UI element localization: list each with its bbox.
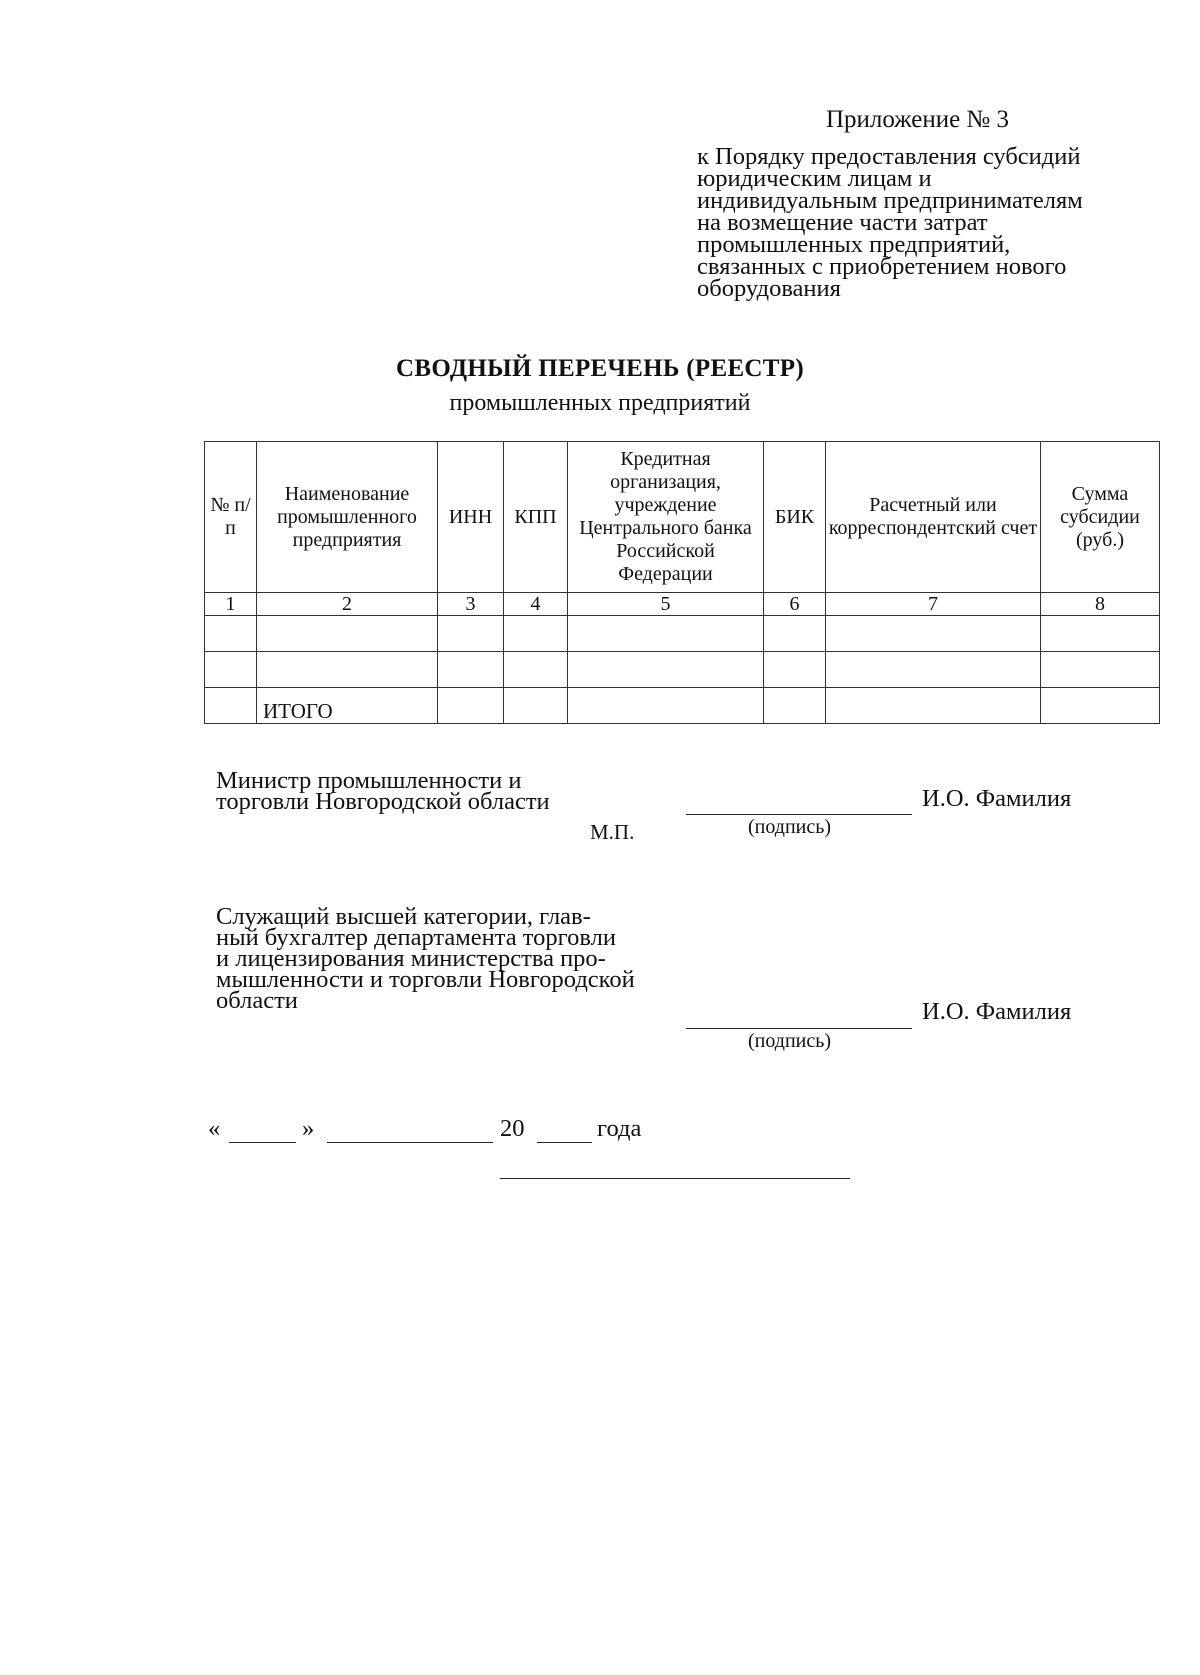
column-number: 8	[1041, 593, 1160, 616]
column-number: 3	[438, 593, 504, 616]
accountant-signature-line	[686, 1028, 912, 1029]
column-number: 1	[205, 593, 257, 616]
minister-position-line: Министр промышленности и	[216, 767, 522, 794]
table-cell	[205, 688, 257, 724]
date-month-blank	[327, 1142, 493, 1143]
appendix-line: промышленных предприятий,	[697, 231, 1011, 258]
table-cell	[568, 652, 764, 688]
table-row	[205, 616, 1160, 652]
header-inn: ИНН	[438, 442, 504, 593]
table-cell	[826, 616, 1041, 652]
accountant-position-line: Служащий высшей категории, глав-	[216, 903, 591, 930]
appendix-line: юридическим лицам и	[697, 165, 932, 192]
header-subsidy-sum: Сумма субсидии (руб.)	[1041, 442, 1160, 593]
accountant-position-line: и лицензирования министерства про-	[216, 945, 606, 972]
table-cell	[504, 688, 568, 724]
table-cell	[504, 616, 568, 652]
date-close-quote: »	[302, 1115, 315, 1142]
total-label: ИТОГО	[257, 688, 438, 724]
appendix-line: на возмещение части затрат	[697, 209, 988, 236]
column-number: 5	[568, 593, 764, 616]
appendix-line: индивидуальным предпринимателям	[697, 187, 1083, 214]
table-cell	[826, 688, 1041, 724]
appendix-line: связанных с приобретением нового	[697, 253, 1067, 280]
accountant-signature-caption: (подпись)	[748, 1030, 832, 1052]
document-title: СВОДНЫЙ ПЕРЕЧЕНЬ (РЕЕСТР)	[396, 355, 804, 382]
table-cell	[205, 652, 257, 688]
accountant-name: И.О. Фамилия	[922, 998, 1072, 1025]
date-year-suffix: года	[597, 1115, 642, 1142]
table-cell	[257, 652, 438, 688]
table-header-row	[205, 442, 1160, 593]
date-year-blank	[537, 1142, 592, 1143]
table-cell	[205, 616, 257, 652]
accountant-position-line: мышленности и торговли Новгородской	[216, 966, 635, 993]
table-cell	[764, 616, 826, 652]
registry-table	[204, 441, 1160, 724]
date-year-prefix: 20	[500, 1115, 525, 1142]
table-cell	[764, 688, 826, 724]
table-cell	[438, 688, 504, 724]
table-cell	[1041, 688, 1160, 724]
date-open-quote: «	[208, 1115, 221, 1142]
column-number: 2	[257, 593, 438, 616]
minister-position-line: торговли Новгородской области	[216, 788, 550, 815]
table-cell	[438, 616, 504, 652]
appendix-description	[697, 143, 1083, 302]
accountant-position	[216, 903, 635, 1014]
minister-name: И.О. Фамилия	[922, 785, 1072, 812]
bottom-rule	[500, 1178, 850, 1179]
date-day-blank	[229, 1142, 296, 1143]
header-number: № п/п	[205, 442, 257, 593]
header-credit-organization: Кредитная организация, учреждение Центрального банка Российской Федерации	[568, 442, 764, 593]
table-cell	[1041, 616, 1160, 652]
header-kpp: КПП	[504, 442, 568, 593]
table-cell	[568, 616, 764, 652]
table-cell	[764, 652, 826, 688]
column-number: 4	[504, 593, 568, 616]
minister-position	[216, 767, 550, 815]
minister-signature-line	[686, 814, 912, 815]
header-enterprise-name: Наименование промышленного предприятия	[257, 442, 438, 593]
table-cell	[1041, 652, 1160, 688]
appendix-title: Приложение № 3	[826, 106, 1010, 133]
stamp-place: М.П.	[590, 820, 635, 844]
table-row	[205, 652, 1160, 688]
minister-signature-caption: (подпись)	[748, 816, 832, 838]
table-cell	[504, 652, 568, 688]
table-cell	[826, 652, 1041, 688]
appendix-line: к Порядку предоставления субсидий	[697, 143, 1081, 170]
accountant-position-line: ный бухгалтер департамента торговли	[216, 924, 616, 951]
accountant-position-line: области	[216, 987, 298, 1014]
column-number: 6	[764, 593, 826, 616]
header-account: Расчетный или корреспондентский счет	[826, 442, 1041, 593]
column-number-row	[205, 593, 1160, 616]
table-cell	[257, 616, 438, 652]
table-cell	[438, 652, 504, 688]
column-number: 7	[826, 593, 1041, 616]
table-cell	[568, 688, 764, 724]
header-bik: БИК	[764, 442, 826, 593]
appendix-line: оборудования	[697, 275, 841, 302]
total-row	[205, 688, 1160, 724]
document-subtitle: промышленных предприятий	[449, 390, 751, 416]
